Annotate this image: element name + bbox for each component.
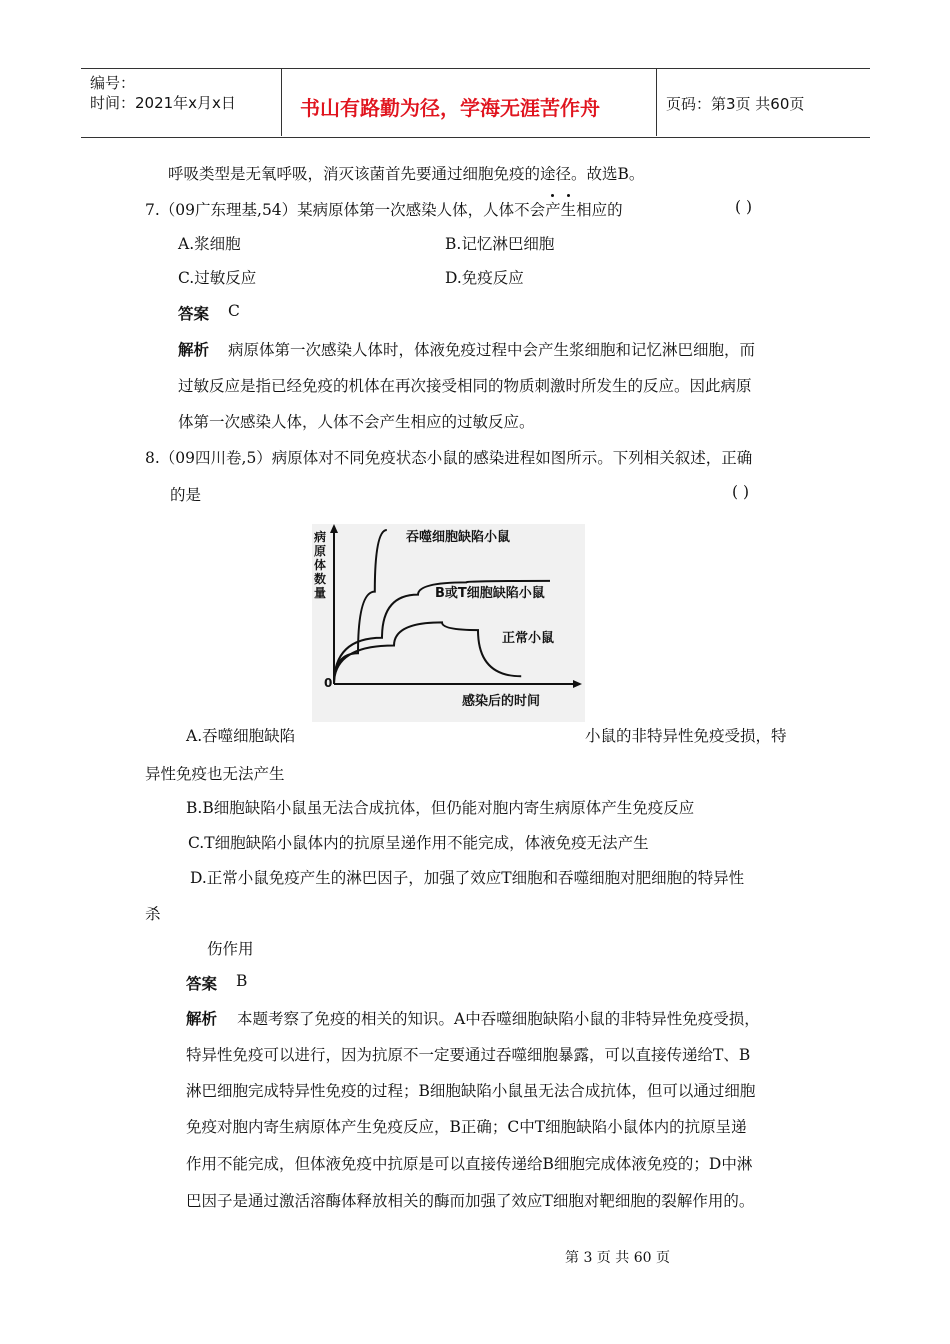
q8-option-c: C.T细胞缺陷小鼠体内的抗原呈递作用不能完成，体液免疫无法产生 xyxy=(188,834,649,852)
series-line-normal xyxy=(334,622,521,684)
header-motto: 书山有路勤为径，学海无涯苦作舟 xyxy=(300,96,600,120)
q7-answer: C xyxy=(228,302,240,320)
q7-analysis-label: 解析 xyxy=(178,341,210,359)
q7-analysis-line: 病原体第一次感染人体时，体液免疫过程中会产生浆细胞和记忆淋巴细胞，而 xyxy=(228,341,756,359)
q8-option-a-part2: 小鼠的非特异性免疫受损，特 xyxy=(585,727,787,745)
q8-option-a-part1: A.吞噬细胞缺陷 xyxy=(186,727,296,745)
header-time-label: 时间：2021年x月x日 xyxy=(90,94,236,112)
q8-analysis-line: 作用不能完成，但体液免疫中抗原是可以直接传递给B细胞完成体液免疫的；D中淋 xyxy=(186,1155,753,1173)
q8-answer: B xyxy=(236,972,248,990)
y-axis-arrow xyxy=(330,524,338,533)
q7-option-a: A.浆细胞 xyxy=(178,235,241,253)
q8-option-a-part3: 异性免疫也无法产生 xyxy=(145,765,285,783)
chart-svg xyxy=(312,524,585,722)
q8-answer-label: 答案 xyxy=(186,975,218,993)
infection-chart xyxy=(312,524,585,722)
q8-stem: 8.（09四川卷,5）病原体对不同免疫状态小鼠的感染进程如图所示。下列相关叙述，正确 xyxy=(145,449,753,467)
q8-analysis-line: 免疫对胞内寄生病原体产生免疫反应，B正确；C中T细胞缺陷小鼠体内的抗原呈递 xyxy=(186,1118,747,1136)
q7-option-b: B.记忆淋巴细胞 xyxy=(445,235,555,253)
q7-paren: ( ) xyxy=(735,198,753,216)
q8-option-d-part3: 伤作用 xyxy=(207,940,254,958)
q7-option-c: C.过敏反应 xyxy=(178,269,257,287)
chart-xlabel: 感染后的时间 xyxy=(462,694,541,709)
q7-option-d: D.免疫反应 xyxy=(445,269,524,287)
header-divider xyxy=(281,68,282,136)
q8-option-d-part1: D.正常小鼠免疫产生的淋巴因子，加强了效应T细胞和吞噬细胞对肥细胞的特异性 xyxy=(190,869,745,887)
q8-analysis-line: 巴因子是通过激活溶酶体释放相关的酶而加强了效应T细胞对靶细胞的裂解作用的。 xyxy=(186,1192,755,1210)
q7-analysis-line: 过敏反应是指已经免疫的机体在再次接受相同的物质刺激时所发生的反应。因此病原 xyxy=(178,377,752,395)
chart-origin-label: 0 xyxy=(324,676,333,690)
q8-paren: ( ) xyxy=(732,483,750,501)
q7-answer-label: 答案 xyxy=(178,305,210,323)
footer-page-number: 第 3 页 共 60 页 xyxy=(565,1250,670,1266)
header-page-info: 页码：第3页 共60页 xyxy=(666,95,805,113)
header-divider xyxy=(656,68,657,136)
series-label-phagocyte: 吞噬细胞缺陷小鼠 xyxy=(406,530,511,545)
header-number-label: 编号： xyxy=(90,74,136,92)
series-label-normal: 正常小鼠 xyxy=(502,631,555,646)
q8-analysis-line: 本题考察了免疫的相关的知识。A中吞噬细胞缺陷小鼠的非特异性免疫受损， xyxy=(237,1010,760,1028)
x-axis-arrow xyxy=(573,680,582,688)
q8-stem-cont: 的是 xyxy=(170,486,202,504)
q8-analysis-label: 解析 xyxy=(186,1010,218,1028)
q8-analysis-line: 淋巴细胞完成特异性免疫的过程；B细胞缺陷小鼠虽无法合成抗体，但可以通过细胞 xyxy=(186,1082,756,1100)
emphasis-dot xyxy=(551,194,554,197)
series-label-bt-deficient: B或T细胞缺陷小鼠 xyxy=(435,586,545,601)
emphasis-dot xyxy=(567,194,570,197)
chart-axes xyxy=(330,524,582,688)
q8-analysis-line: 特异性免疫可以进行，因为抗原不一定要通过吞噬细胞暴露，可以直接传递给T、B xyxy=(186,1046,751,1064)
q8-option-b: B.B细胞缺陷小鼠虽无法合成抗体，但仍能对胞内寄生病原体产生免疫反应 xyxy=(186,799,695,817)
continued-line: 呼吸类型是无氧呼吸，消灭该菌首先要通过细胞免疫的途径。故选B。 xyxy=(168,165,645,183)
chart-ylabel: 病原体数量 xyxy=(314,530,327,600)
chart-series xyxy=(334,530,550,684)
q7-stem: 7.（09广东理基,54）某病原体第一次感染人体，人体不会产生相应的 xyxy=(145,201,623,219)
q8-option-d-part2: 杀 xyxy=(145,905,161,923)
q7-analysis-line: 体第一次感染人体，人体不会产生相应的过敏反应。 xyxy=(178,413,535,431)
